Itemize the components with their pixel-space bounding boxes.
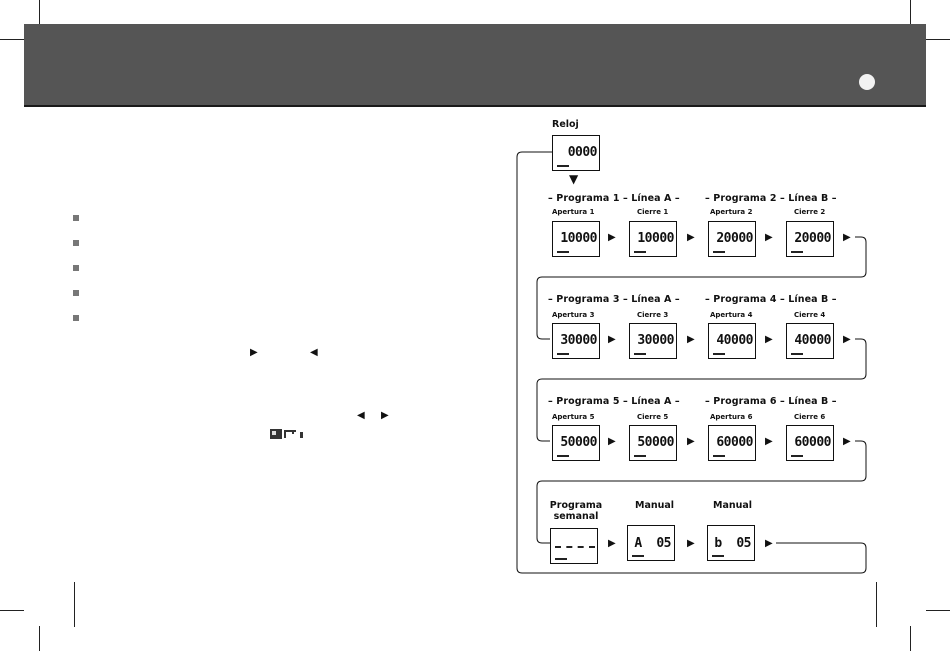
- lcd-indicator: [557, 165, 569, 167]
- cell-label: Apertura 5: [552, 413, 595, 421]
- down-arrow-icon: ▼: [569, 172, 579, 186]
- lcd-display-manual-a: [627, 525, 675, 561]
- lcd-indicator: [557, 353, 569, 355]
- lcd-digits: b 05: [714, 536, 751, 551]
- cell-label: Cierre 1: [637, 208, 669, 216]
- lcd-digits: 40000: [716, 333, 753, 348]
- lcd-indicator: [791, 455, 803, 457]
- lcd-indicator: [712, 555, 724, 557]
- lcd-digits: 0000: [567, 145, 597, 160]
- weekly-program-title-line1: Programa: [549, 500, 603, 511]
- lcd-indicator: [557, 251, 569, 253]
- lcd-indicator: [557, 455, 569, 457]
- lcd-digits: 50000: [560, 435, 597, 450]
- flow-arrow-icon: ▶: [765, 538, 773, 549]
- flow-arrow-icon: ▶: [687, 436, 695, 447]
- program-header: – Programa 4 – Línea B –: [705, 294, 837, 305]
- flow-arrow-icon: ▶: [687, 232, 695, 243]
- lcd-indicator: [791, 251, 803, 253]
- lcd-display: [552, 221, 600, 257]
- cell-label: Apertura 1: [552, 208, 595, 216]
- right-arrow-icon: ▶: [381, 410, 389, 421]
- flow-arrow-icon: ▶: [687, 538, 695, 549]
- lcd-display: [629, 425, 677, 461]
- lcd-display: [708, 221, 756, 257]
- flow-arrow-icon: ▶: [843, 232, 851, 243]
- lcd-indicator: [791, 353, 803, 355]
- program-header: – Programa 6 – Línea B –: [705, 396, 837, 407]
- right-arrow-icon: ▶: [250, 347, 258, 358]
- lcd-display-manual-b: [707, 525, 755, 561]
- lcd-display: [786, 221, 834, 257]
- flow-arrow-icon: ▶: [843, 334, 851, 345]
- lcd-display: [629, 221, 677, 257]
- lcd-display: [629, 323, 677, 359]
- lcd-indicator: [555, 558, 567, 560]
- lcd-indicator: [634, 353, 646, 355]
- lcd-weekday-bar: [555, 546, 595, 551]
- flow-arrow-icon: ▶: [765, 436, 773, 447]
- cell-label: Cierre 5: [637, 413, 669, 421]
- lcd-digits: 20000: [794, 231, 831, 246]
- flow-arrow-icon: ▶: [608, 538, 616, 549]
- program-header: – Programa 1 – Línea A –: [548, 193, 680, 204]
- flow-arrow-icon: ▶: [608, 436, 616, 447]
- lcd-display: [786, 323, 834, 359]
- lcd-indicator: [713, 251, 725, 253]
- lcd-display-clock: [552, 135, 600, 171]
- program-header: – Programa 3 – Línea A –: [548, 294, 680, 305]
- lcd-display: [708, 425, 756, 461]
- weekly-program-title: [548, 500, 604, 522]
- weekly-program-title-line2: semanal: [553, 511, 599, 522]
- flow-arrow-icon: ▶: [608, 232, 616, 243]
- lcd-display: [552, 323, 600, 359]
- lcd-display: [786, 425, 834, 461]
- flow-arrow-icon: ▶: [765, 232, 773, 243]
- cell-label: Apertura 3: [552, 311, 595, 319]
- cell-label: Cierre 6: [794, 413, 826, 421]
- cell-label: Apertura 6: [710, 413, 753, 421]
- flow-arrow-icon: ▶: [687, 334, 695, 345]
- cell-label: Cierre 3: [637, 311, 669, 319]
- left-arrow-icon: ◀: [357, 410, 365, 421]
- lcd-display-weekly: [550, 528, 598, 564]
- lcd-digits: A 05: [634, 536, 671, 551]
- lcd-digits: 20000: [716, 231, 753, 246]
- manual-title: Manual: [713, 500, 753, 511]
- lcd-indicator: [713, 353, 725, 355]
- cell-label: Cierre 4: [794, 311, 826, 319]
- lcd-indicator: [634, 455, 646, 457]
- cell-label: Apertura 4: [710, 311, 753, 319]
- program-header: – Programa 2 – Línea B –: [705, 193, 837, 204]
- program-header: – Programa 5 – Línea A –: [548, 396, 680, 407]
- lcd-digits: 40000: [794, 333, 831, 348]
- lcd-digits: 10000: [560, 231, 597, 246]
- flow-arrow-icon: ▶: [843, 436, 851, 447]
- lcd-indicator: [632, 555, 644, 557]
- lcd-digits: 50000: [637, 435, 674, 450]
- lcd-indicator: [634, 251, 646, 253]
- lcd-digits: 10000: [637, 231, 674, 246]
- manual-title: Manual: [635, 500, 675, 511]
- lcd-indicator: [713, 455, 725, 457]
- lcd-display: [552, 425, 600, 461]
- lcd-digits: 60000: [794, 435, 831, 450]
- lcd-display: [708, 323, 756, 359]
- flow-arrow-icon: ▶: [608, 334, 616, 345]
- flow-arrow-icon: ▶: [765, 334, 773, 345]
- lcd-digits: 30000: [560, 333, 597, 348]
- left-arrow-icon: ◀: [310, 347, 318, 358]
- cell-label: Apertura 2: [710, 208, 753, 216]
- cell-label: Cierre 2: [794, 208, 826, 216]
- clock-title: Reloj: [552, 119, 579, 130]
- lcd-digits: 60000: [716, 435, 753, 450]
- lcd-digits: 30000: [637, 333, 674, 348]
